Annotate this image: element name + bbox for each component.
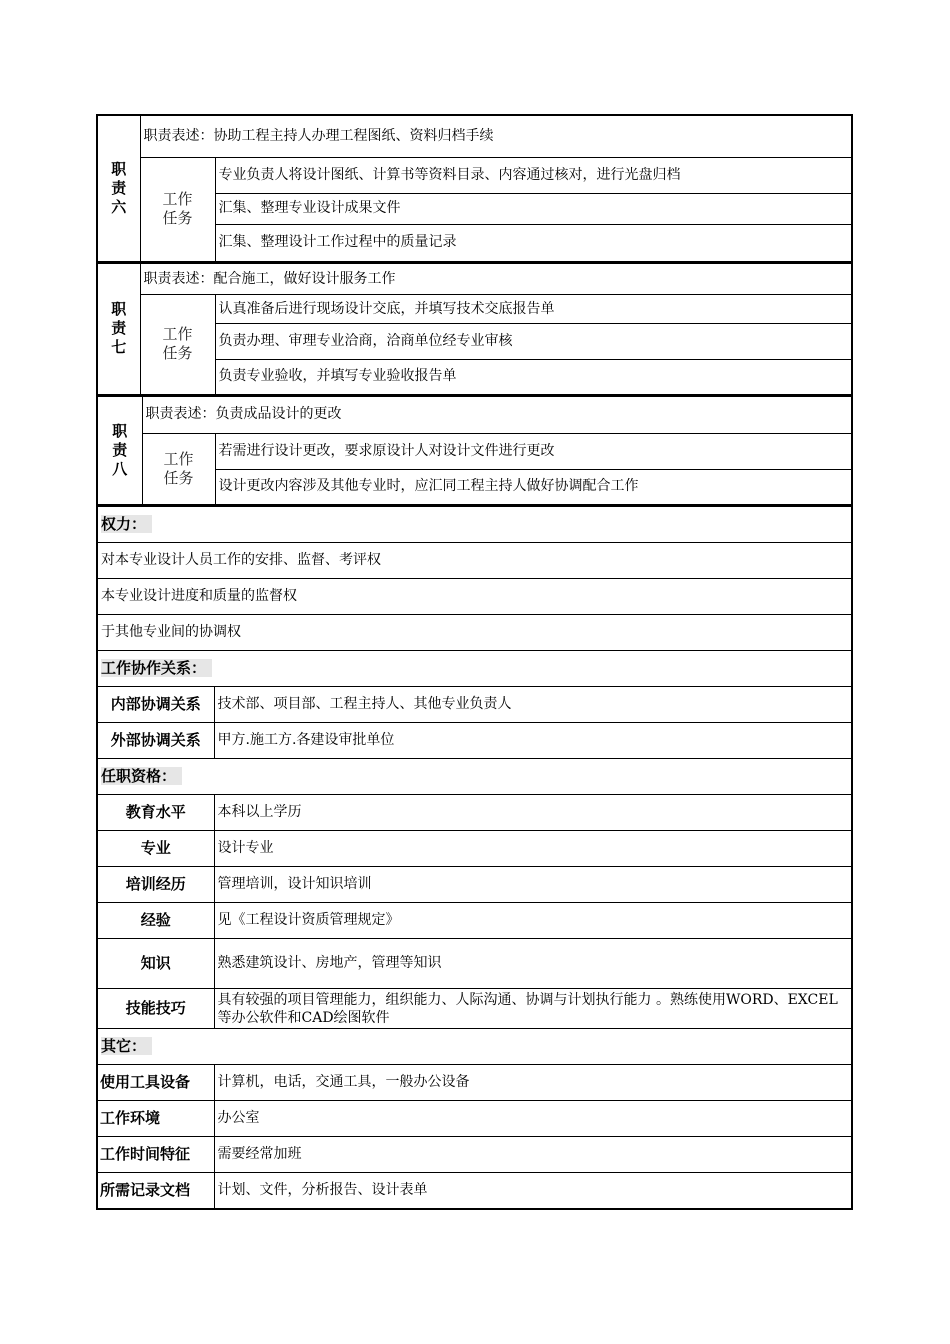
qualification-value: 见《工程设计资质管理规定》 (214, 903, 852, 939)
qualification-heading: 任职资格： (97, 759, 852, 795)
other-value: 计划、文件，分析报告、设计表单 (214, 1173, 852, 1209)
duty-seven-task: 负责办理、审理专业洽商，洽商单位经专业审核 (215, 324, 852, 360)
duty-six-task: 汇集、整理专业设计成果文件 (215, 193, 852, 224)
duty-six-section (96, 114, 853, 263)
power-heading: 权力： (97, 507, 852, 543)
duty-eight-task-label: 工作 任务 (142, 433, 215, 505)
duty-eight-task: 设计更改内容涉及其他专业时，应汇同工程主持人做好协调配合工作 (215, 469, 852, 505)
relation-heading: 工作协作关系： (97, 651, 852, 687)
other-key: 使用工具设备 (97, 1065, 214, 1101)
qualification-key: 技能技巧 (97, 989, 214, 1029)
other-key: 所需记录文档 (97, 1173, 214, 1209)
qualification-value: 熟悉建筑设计、房地产，管理等知识 (214, 939, 852, 989)
info-section (96, 506, 853, 1210)
power-item: 于其他专业间的协调权 (97, 615, 852, 651)
qualification-value: 本科以上学历 (214, 795, 852, 831)
duty-seven-task-label: 工作 任务 (140, 295, 215, 395)
other-key: 工作时间特征 (97, 1137, 214, 1173)
duty-eight-description: 职责表述：负责成品设计的更改 (142, 396, 852, 433)
other-value: 计算机，电话，交通工具，一般办公设备 (214, 1065, 852, 1101)
power-item: 对本专业设计人员工作的安排、监督、考评权 (97, 543, 852, 579)
qualification-value: 具有较强的项目管理能力，组织能力、人际沟通、协调与计划执行能力 。熟练使用WORD、EXCEL等办公软件和CAD绘图软件 (214, 989, 852, 1029)
duty-seven-description: 职责表述：配合施工，做好设计服务工作 (140, 264, 852, 295)
qualification-key: 专业 (97, 831, 214, 867)
other-value: 需要经常加班 (214, 1137, 852, 1173)
duty-seven-label: 职 责 七 (97, 264, 140, 395)
other-heading: 其它： (97, 1029, 852, 1065)
relation-value: 技术部、项目部、工程主持人、其他专业负责人 (214, 687, 852, 723)
duty-six-label: 职 责 六 (97, 115, 140, 262)
qualification-key: 培训经历 (97, 867, 214, 903)
duty-six-task-label: 工作 任务 (140, 157, 215, 262)
job-description-document (96, 114, 853, 1210)
duty-seven-task: 认真准备后进行现场设计交底，并填写技术交底报告单 (215, 295, 852, 324)
qualification-key: 经验 (97, 903, 214, 939)
qualification-key: 教育水平 (97, 795, 214, 831)
duty-eight-task: 若需进行设计更改，要求原设计人对设计文件进行更改 (215, 433, 852, 469)
duty-six-description: 职责表述：协助工程主持人办理工程图纸、资料归档手续 (140, 115, 852, 157)
duty-six-task: 汇集、整理设计工作过程中的质量记录 (215, 224, 852, 262)
duty-seven-section (96, 263, 853, 396)
relation-key: 内部协调关系 (97, 687, 214, 723)
relation-value: 甲方.施工方.各建设审批单位 (214, 723, 852, 759)
qualification-value: 设计专业 (214, 831, 852, 867)
qualification-value: 管理培训，设计知识培训 (214, 867, 852, 903)
duty-eight-label: 职 责 八 (97, 396, 142, 505)
duty-six-task: 专业负责人将设计图纸、计算书等资料目录、内容通过核对，进行光盘归档 (215, 157, 852, 193)
power-item: 本专业设计进度和质量的监督权 (97, 579, 852, 615)
other-value: 办公室 (214, 1101, 852, 1137)
relation-key: 外部协调关系 (97, 723, 214, 759)
qualification-key: 知识 (97, 939, 214, 989)
duty-eight-section (96, 396, 853, 507)
other-key: 工作环境 (97, 1101, 214, 1137)
duty-seven-task: 负责专业验收，并填写专业验收报告单 (215, 360, 852, 395)
